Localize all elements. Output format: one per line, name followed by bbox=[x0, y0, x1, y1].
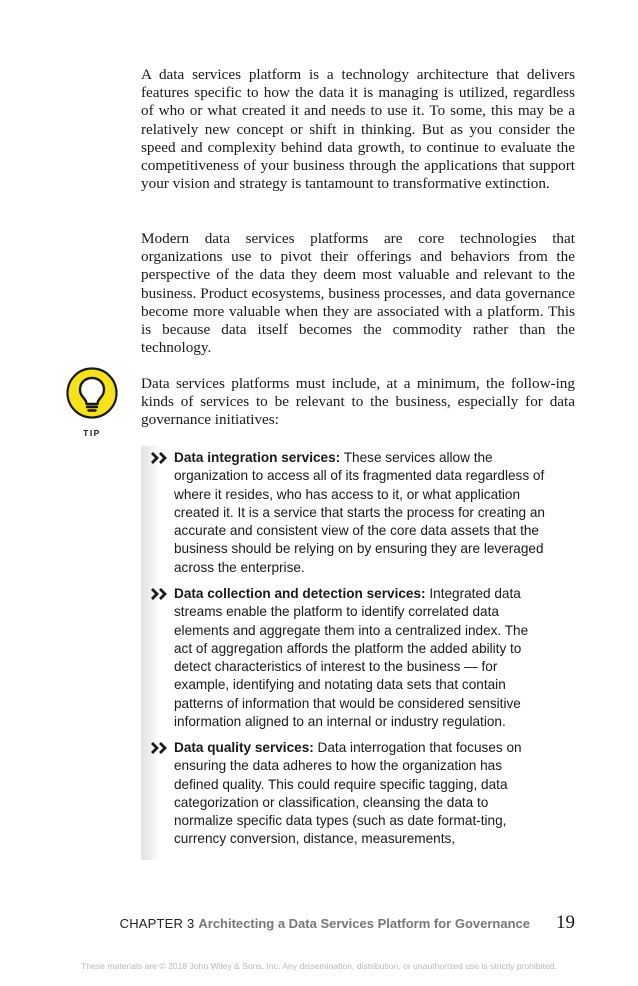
double-chevron-icon bbox=[150, 449, 170, 467]
tip-label: TIP bbox=[83, 428, 101, 438]
body-paragraph-2: Modern data services platforms are core technologies that organizations use to pivot their offerings and behaviors from the perspective of the data they deem most valuable and relevant to the business. Product ecosystems, business processes, and data governance become more valuable when they are associated with a platform. This is because data itself becomes the commodity rather than the technology. bbox=[141, 230, 575, 357]
chapter-number: CHAPTER 3 bbox=[119, 916, 195, 931]
list-item-lead: Data collection and detection services: bbox=[174, 586, 426, 601]
list-item-text bbox=[174, 449, 550, 577]
copyright-notice: These materials are © 2018 John Wiley & Sons, Inc. Any dissemination, distribution, or unauthorized use is strictly prohibited. bbox=[81, 961, 557, 971]
double-chevron-icon bbox=[150, 739, 170, 757]
body-paragraph-1: A data services platform is a technology architecture that delivers features specific to how the data it is managing is utilized, regardless of who or what created it and needs to use it. To some, this may be a relatively new concept or shift in thinking. But as you consider the speed and complexity behind data growth, to continue to evaluate the competitiveness of your business through the applications that support your vision and strategy is tantamount to transformative extinction. bbox=[141, 66, 575, 193]
body-paragraph-3: Data services platforms must include, at a minimum, the follow-ing kinds of services to be relevant to the business, especially for data governance initiatives: bbox=[141, 375, 575, 429]
list-item-body: Data interrogation that focuses on ensuring the data adheres to how the organization has defined quality. This could require specific tagging, data categorization or classification, cleansing the data to normalize specific data types (such as date format-ting, currency conversion, distance, measurements, bbox=[174, 740, 522, 847]
list-item bbox=[150, 449, 550, 577]
list-item-text bbox=[174, 585, 550, 731]
list-item-lead: Data integration services: bbox=[174, 450, 341, 465]
list-item-body: These services allow the organization to access all of its fragmented data regardless of where it resides, who has access to it, or what application created it. It is a service that starts the process for creating an accurate and consistent view of the core data assets that the business should be relying on by ensuring they are leveraged across the enterprise. bbox=[174, 450, 545, 575]
page-footer bbox=[120, 912, 575, 934]
double-chevron-icon bbox=[150, 585, 170, 603]
list-item bbox=[150, 585, 550, 731]
list-item-lead: Data quality services: bbox=[174, 740, 314, 755]
chapter-title: Architecting a Data Services Platform for Governance bbox=[198, 916, 530, 931]
page-number: 19 bbox=[556, 912, 575, 933]
list-item-body: Integrated data streams enable the platform to identify correlated data elements and aggregate them into a centralized index. The act of aggregation affords the platform the added ability to detect characteristics of interest to the business — for example, identifying and notating data sets that contain patterns of information that would be considered sensitive information aligned to an internal or industry regulation. bbox=[174, 586, 529, 730]
lightbulb-icon bbox=[66, 367, 118, 419]
list-item bbox=[150, 739, 550, 849]
list-item-text bbox=[174, 739, 550, 849]
